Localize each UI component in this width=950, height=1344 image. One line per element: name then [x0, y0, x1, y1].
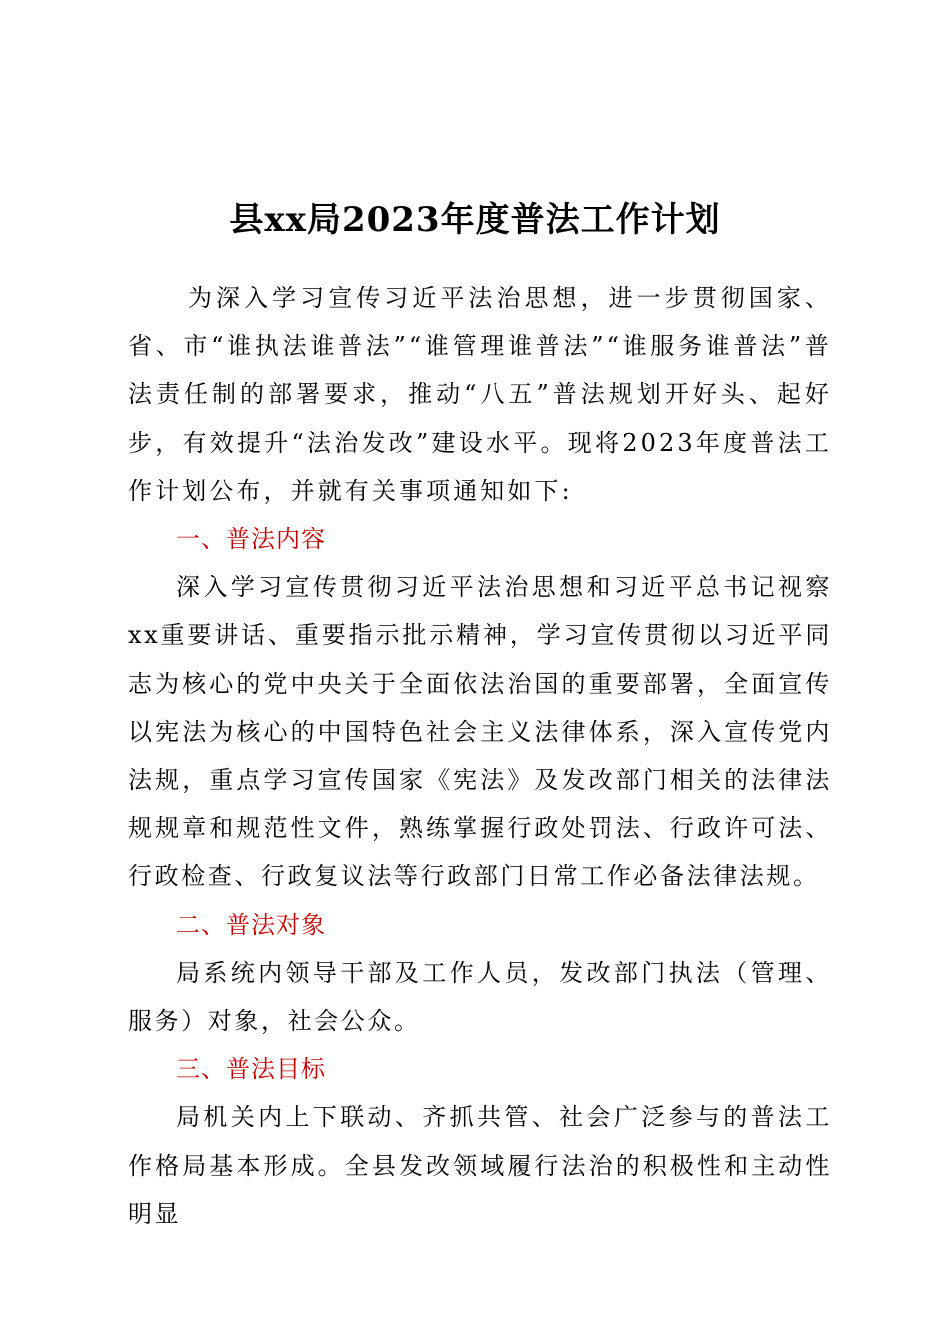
- section-paragraph-audience: 局系统内领导干部及工作人员，发改部门执法（管理、服务）对象，社会公众。: [128, 958, 832, 1036]
- document-title: 县xx局2023年度普法工作计划: [229, 200, 721, 240]
- intro-paragraph: 为深入学习宣传习近平法治思想，进一步贯彻国家、省、市“谁执法谁普法”“谁管理谁普法”“谁服务谁普法”普法责任制的部署要求，推动“八五”普法规划开好头、起好步，有效提升“法治发改”建设水平。现将2023年度普法工作计划公布，并就有关事项通知如下:: [128, 284, 832, 505]
- section-heading-goals: 三、普法目标: [176, 1055, 326, 1084]
- section-paragraph-content: 深入学习宣传贯彻习近平法治思想和习近平总书记视察xx重要讲话、重要指示批示精神，学习宣传贯彻以习近平同志为核心的党中央关于全面依法治国的重要部署，全面宣传以宪法为核心的中国特色社会主义法律体系，深入宣传党内法规，重点学习宣传国家《宪法》及发改部门相关的法律法规规章和规范性文件，熟练掌握行政处罚法、行政许可法、行政检查、行政复议法等行政部门日常工作必备法律法规。: [128, 573, 832, 891]
- section-paragraph-goals: 局机关内上下联动、齐抓共管、社会广泛参与的普法工作格局基本形成。全县发改领域履行法治的积极性和主动性明显: [128, 1103, 832, 1228]
- document-body: [128, 274, 832, 1238]
- section-heading-audience: 二、普法对象: [176, 910, 326, 939]
- section-heading-content: 一、普法内容: [176, 525, 326, 554]
